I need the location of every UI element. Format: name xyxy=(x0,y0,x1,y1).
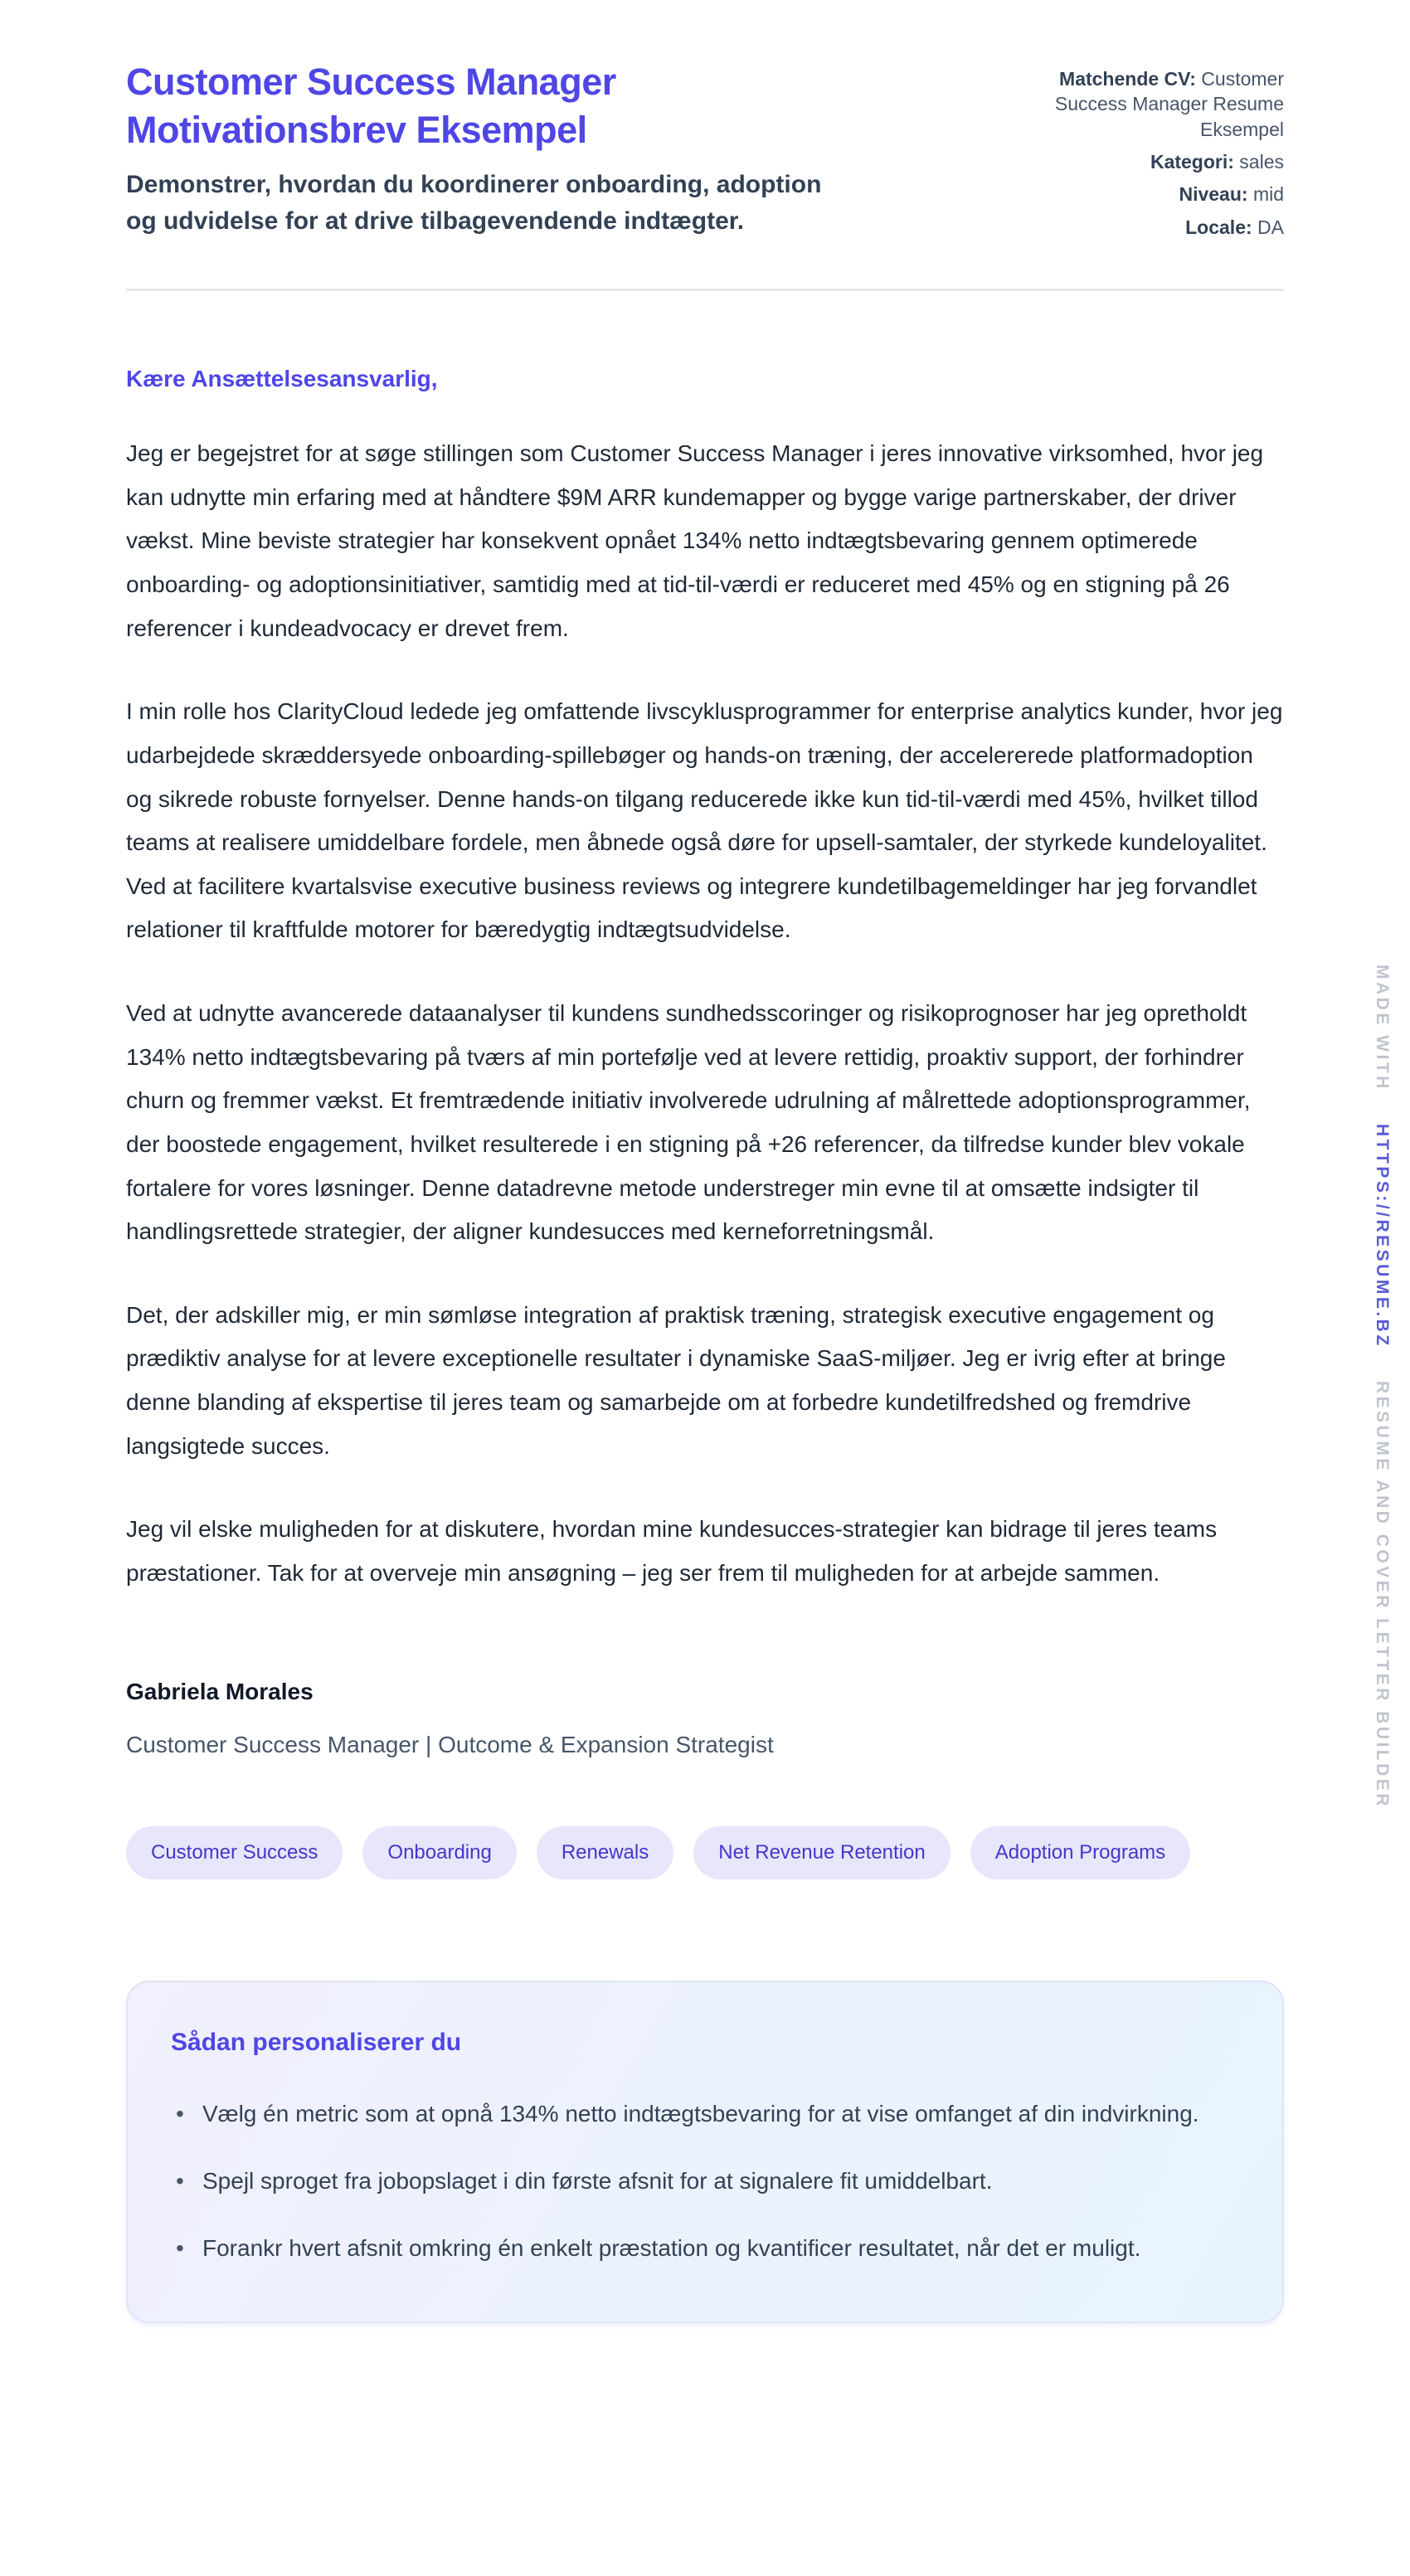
meta-level-label: Niveau: xyxy=(1179,183,1248,206)
letter-paragraph: Jeg er begejstret for at søge stillingen som Customer Success Manager i jeres innovative virksomhed, hvor jeg kan udnytte min erfaring med at håndtere $9M ARR kundemapper og bygge varige partnerskaber, der driver vækst. Mine beviste strategier har konsekvent opnået 134% netto indtægtsbevaring gennem optimerede onboarding- og adoptionsinitiativer, samtidig med at tid-til-værdi er reduceret med 45% og en stigning på 26 referencer i kundeadvocacy er drevet frem. xyxy=(126,440,1264,641)
page-title: Customer Success Manager Motivationsbrev Eksempel xyxy=(126,61,616,151)
personalization-tips-box xyxy=(126,1981,1284,2323)
meta-matching-cv-value: Customer Success Manager Resume Eksempel xyxy=(1054,68,1284,140)
ribbon-made-with-label: MADE WITH xyxy=(1373,965,1392,1091)
made-with-ribbon xyxy=(1372,952,1392,1821)
letter-paragraph: Jeg vil elske muligheden for at diskutere, hvordan mine kundesucces-strategier kan bidrage til jeres teams præstationer. Tak for at overveje min ansøgning – jeg ser frem til muligheden for at arbejde sammen. xyxy=(126,1516,1218,1586)
tag-customer-success[interactable]: Customer Success xyxy=(126,1826,343,1879)
signature-name: Gabriela Morales xyxy=(126,1678,314,1704)
tag-onboarding[interactable]: Onboarding xyxy=(362,1826,516,1879)
letter-greeting: Kære Ansættelsesansvarlig, xyxy=(126,366,438,392)
meta-locale-label: Locale: xyxy=(1185,216,1252,238)
meta-locale-value: DA xyxy=(1257,216,1284,238)
tip-item: • Forankr hvert afsnit omkring én enkelt præstation og kvantificer resultatet, når det er muligt. xyxy=(171,2228,1208,2268)
meta-category xyxy=(1010,149,1284,174)
letter-paragraph: Ved at udnytte avancerede dataanalyser til kundens sundhedsscoringer og risikoprognoser har jeg opretholdt 134% netto indtægtsbevaring på tværs af min portefølje ved at levere rettidig, proaktiv support, der forhindrer churn og fremmer vækst. Et fremtrædende initiativ involverede udrulning af målrettede adoptionsprogrammer, der boostede engagement, hvilket resulterede i en stigning på +26 referencer, da tilfredse kunder blev vokale fortalere for vores løsninger. Denne datadrevne metode understreger min evne til at omsætte indsigter til handlingsrettede strategier, der aligner kundesucces med kerneforretningsmål. xyxy=(126,1000,1251,1245)
signature-block xyxy=(126,1679,1284,1758)
letter-paragraph: Det, der adskiller mig, er min sømløse integration af praktisk træning, strategisk executive engagement og prædiktiv analyse for at levere exceptionelle resultater i dynamiske SaaS-miljøer. Jeg er ivrig efter at bringe denne blanding af ekspertise til jeres team og samarbejde om at forbedre kundetilfredshed og fremdrive langsigtede succes. xyxy=(126,1301,1226,1459)
meta-level-value: mid xyxy=(1252,183,1284,206)
meta-matching-cv-label: Matchende CV: xyxy=(1059,68,1196,90)
letter-body xyxy=(126,366,1284,1595)
meta-level xyxy=(1010,182,1284,207)
header-divider xyxy=(126,289,1284,291)
tip-item: • Spejl sproget fra jobopslaget i din første afsnit for at signalere fit umiddelbart. xyxy=(171,2160,1208,2201)
tag-net-revenue-retention[interactable]: Net Revenue Retention xyxy=(693,1826,951,1879)
tag-adoption-programs[interactable]: Adoption Programs xyxy=(970,1826,1190,1879)
meta-category-value: sales xyxy=(1239,151,1284,173)
meta-locale xyxy=(1010,215,1284,240)
tip-item: • Vælg én metric som at opnå 134% netto indtægtsbevaring for at vise omfanget af din indvirkning. xyxy=(171,2093,1208,2134)
title-block xyxy=(126,58,856,239)
page-subtitle: Demonstrer, hvordan du koordinerer onboarding, adoption og udvidelse for at drive tilbagevendende indtægter. xyxy=(126,171,822,235)
ribbon-resume-bz-link[interactable]: HTTPS://RESUME.BZ xyxy=(1373,1124,1392,1349)
meta-block xyxy=(1010,58,1284,247)
ribbon-builder-label: RESUME AND COVER LETTER BUILDER xyxy=(1373,1381,1392,1810)
letter-paragraph: I min rolle hos ClarityCloud ledede jeg omfattende livscyklusprogrammer for enterprise analytics kunder, hvor jeg udarbejdede skræddersyede onboarding-spillebøger og hands-on træning, der accelererede platformadoption og sikrede robuste fornyelser. Denne hands-on tilgang reducerede ikke kun tid-til-værdi med 45%, hvilket tillod teams at realisere umiddelbare fordele, men åbnede også døre for upsell-samtaler, der styrkede kundeloyalitet. Ved at facilitere kvartalsvise executive business reviews og integrere kundetilbagemeldinger har jeg forvandlet relationer til kraftfulde motorer for bæredygtig indtægtsudvidelse. xyxy=(126,698,1283,943)
tips-title: Sådan personaliserer du xyxy=(171,2028,462,2056)
signature-role: Customer Success Manager | Outcome & Expansion Strategist xyxy=(126,1731,774,1757)
meta-category-label: Kategori: xyxy=(1150,151,1234,173)
page-header xyxy=(126,58,1284,247)
tips-list xyxy=(171,2093,1233,2268)
meta-matching-cv xyxy=(1010,66,1284,142)
tag-list xyxy=(126,1826,1284,1879)
tag-renewals[interactable]: Renewals xyxy=(537,1826,673,1879)
